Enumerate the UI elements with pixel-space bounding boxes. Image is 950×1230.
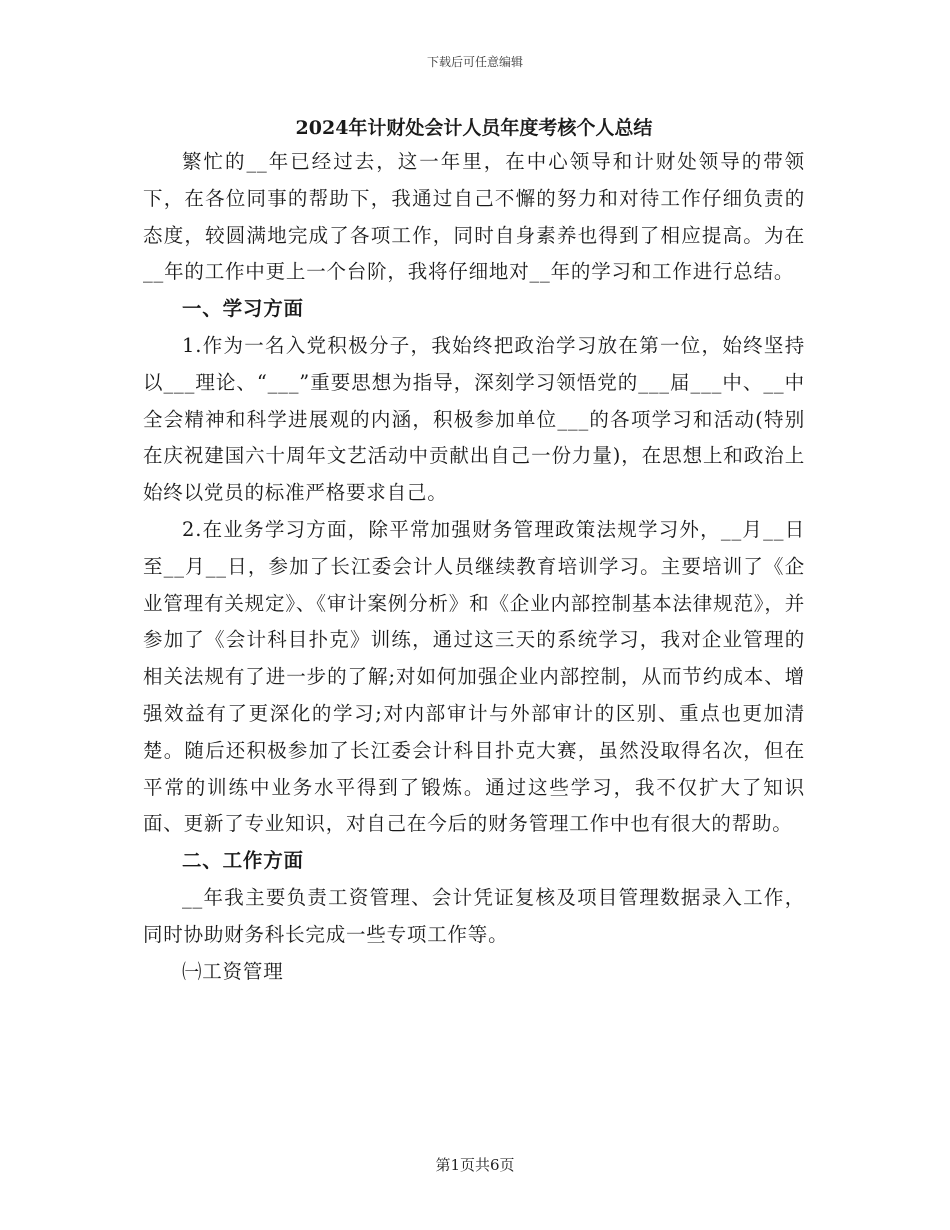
document-title: 2024年计财处会计人员年度考核个人总结 bbox=[295, 117, 653, 139]
work-paragraph-1: __年我主要负责工资管理、会计凭证复核及项目管理数据录入工作，同时协助财务科长完成一些专项工作等。 bbox=[143, 885, 805, 946]
subsection-salary-management: ㈠工资管理 bbox=[182, 959, 284, 983]
header-note: 下载后可任意编辑 bbox=[426, 55, 523, 69]
study-paragraph-1: 1.作为一名入党积极分子，我始终把政治学习放在第一位，始终坚持以___理论、“___”重要思想为指导，深刻学习领悟党的___届___中、__中全会精神和科学进展观的内涵，积极参加单位___的各项学习和活动(特别在庆祝建国六十周年文艺活动中贡献出自己一份力量)，在思想上和政治上始终以党员的标准严格要求自己。 bbox=[143, 333, 805, 505]
intro-paragraph: 繁忙的__年已经过去，这一年里，在中心领导和计财处领导的带领下，在各位同事的帮助下，我通过自己不懈的努力和对待工作仔细负责的态度，较圆满地完成了各项工作，同时自身素养也得到了相应提高。为在__年的工作中更上一个台阶，我将仔细地对__年的学习和工作进行总结。 bbox=[143, 150, 805, 284]
page-number: 第1页共6页 bbox=[435, 1156, 515, 1174]
study-paragraph-2: 2.在业务学习方面，除平常加强财务管理政策法规学习外，__月__日至__月__日，参加了长江委会计人员继续教育培训学习。主要培训了《企业管理有关规定》、《审计案例分析》和《企业内部控制基本法律规范》，并参加了《会计科目扑克》训练，通过这三天的系统学习，我对企业管理的相关法规有了进一步的了解;对如何加强企业内部控制，从而节约成本、增强效益有了更深化的学习;对内部审计与外部审计的区别、重点也更加清楚。随后还积极参加了长江委会计科目扑克大赛，虽然没取得名次，但在平常的训练中业务水平得到了锻炼。通过这些学习，我不仅扩大了知识面、更新了专业知识，对自己在今后的财务管理工作中也有很大的帮助。 bbox=[143, 517, 805, 836]
section-heading-study: 一、学习方面 bbox=[182, 297, 304, 321]
section-heading-work: 二、工作方面 bbox=[182, 849, 304, 873]
document-body bbox=[143, 112, 805, 990]
